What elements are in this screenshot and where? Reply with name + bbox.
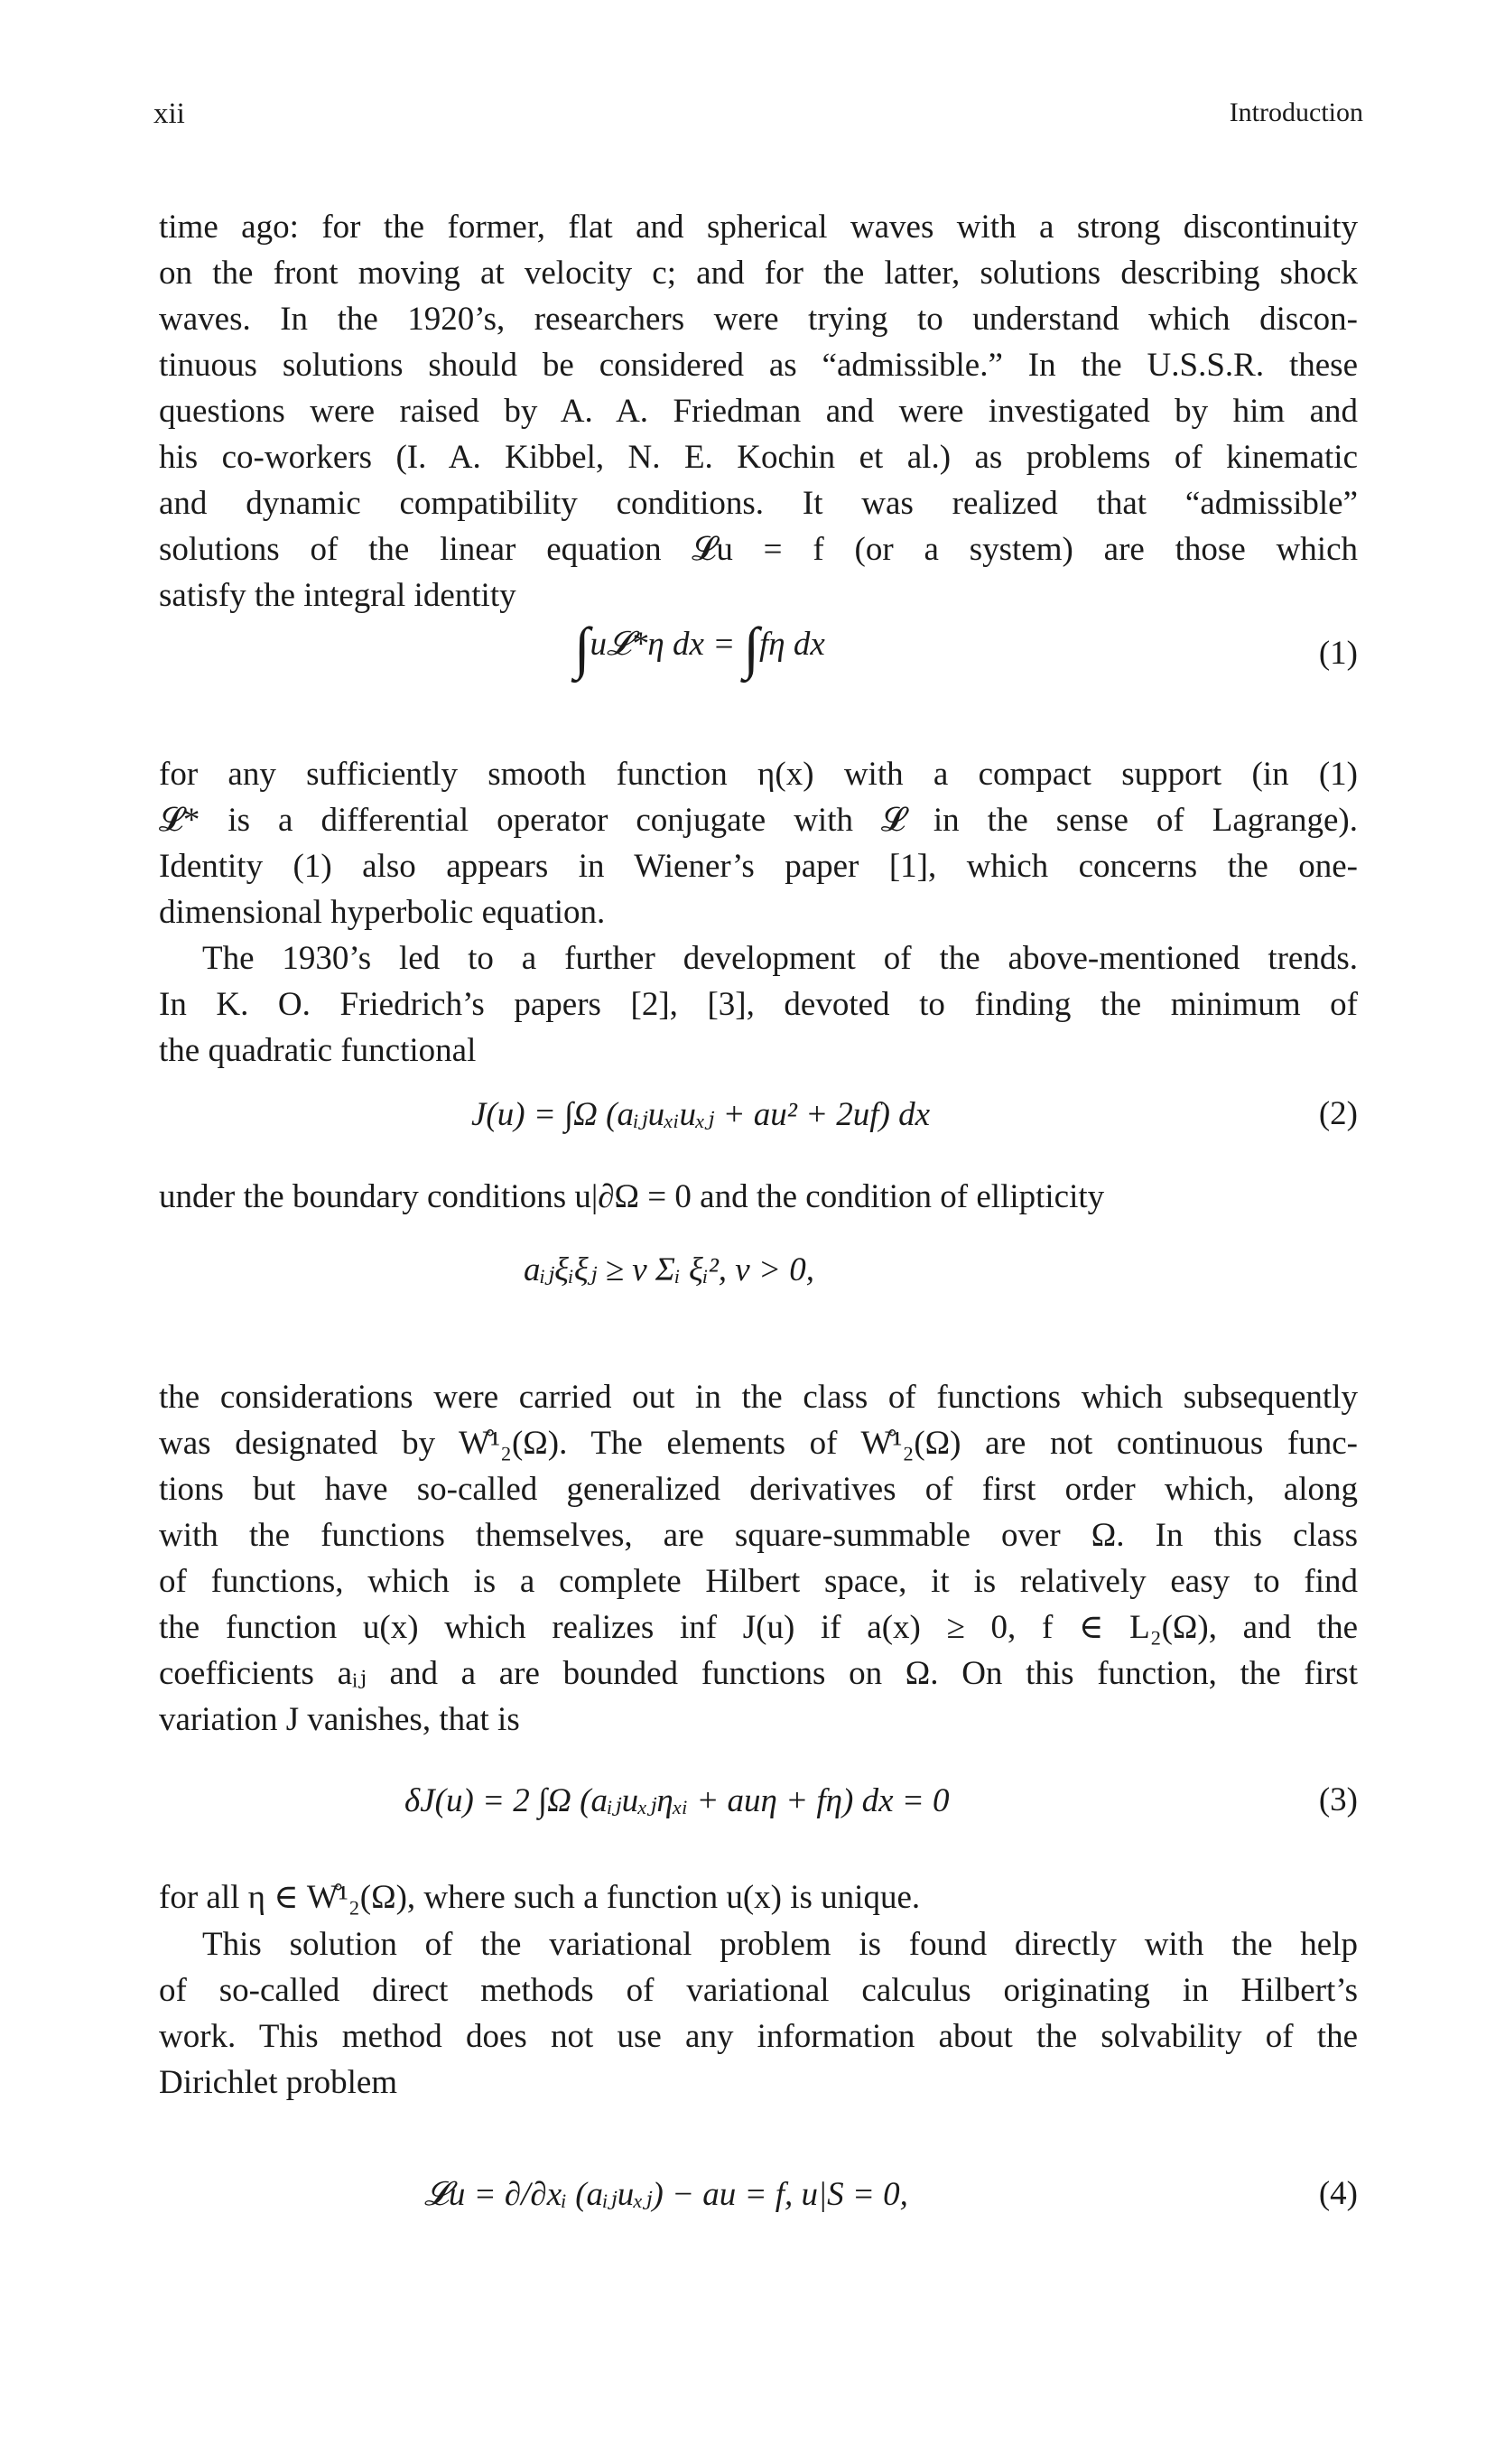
text-line: and dynamic compatibility conditions. It was realized that “admissible” [159, 485, 1358, 522]
equation-number-4: (4) [1318, 2175, 1358, 2212]
equation-number-2: (2) [1318, 1095, 1358, 1132]
eq3-expression: δJ(u) = 2 ∫Ω (aᵢⱼuₓⱼηₓᵢ + auη + fη) dx = 0 [404, 1782, 950, 1819]
text-line: the considerations were carried out in the class of functions which subsequently [159, 1379, 1358, 1416]
text-line: 𝓛* is a differential operator conjugate with 𝓛 in the sense of Lagrange). [159, 802, 1358, 839]
paragraph-3 [159, 935, 1358, 1074]
text-line: time ago: for the former, flat and spherical waves with a strong discontinuity [159, 209, 1358, 246]
text-line: Identity (1) also appears in Wiener’s paper [1], which concerns the one- [159, 848, 1358, 885]
paragraph-6 [159, 1874, 1358, 1920]
text-line: his co-workers (I. A. Kibbel, N. E. Kochin et al.) as problems of kinematic [159, 439, 1358, 476]
paragraph-4 [159, 1174, 1358, 1220]
running-title: Introduction [1229, 98, 1363, 127]
paragraph-2 [159, 751, 1358, 935]
text-line: tions but have so-called generalized derivatives of first order which, along [159, 1471, 1358, 1508]
text-line: work. This method does not use any information about the solvability of the [159, 2018, 1358, 2055]
text-line: for all η ∈ W̊¹₂(Ω), where such a function u(x) is unique. [159, 1879, 921, 1916]
text-line: solutions of the linear equation 𝓛u = f (or a system) are those which [159, 531, 1358, 568]
ellipticity-expression: aᵢⱼξᵢξⱼ ≥ ν Σᵢ ξᵢ², ν > 0, [524, 1251, 814, 1288]
text-line: on the front moving at velocity c; and for the latter, solutions describing shock [159, 255, 1358, 292]
text-line: Dirichlet problem [159, 2064, 398, 2101]
equation-2 [159, 1082, 1358, 1154]
equation-1: ∫u𝓛*η dx = ∫fη dx (1) [574, 616, 1358, 680]
text-line: the function u(x) which realizes inf J(u) if a(x) ≥ 0, f ∈ L₂(Ω), and the [159, 1609, 1358, 1646]
text-line: coefficients aᵢⱼ and a are bounded functions on Ω. On this function, the first [159, 1655, 1358, 1692]
text-line: of so-called direct methods of variational calculus originating in Hilbert’s [159, 1972, 1358, 2009]
text-line: In K. O. Friedrich’s papers [2], [3], devoted to finding the minimum of [159, 986, 1358, 1023]
paragraph-5 [159, 1374, 1358, 1743]
text-line: This solution of the variational problem is found directly with the help [202, 1926, 1358, 1963]
text-line: satisfy the integral identity [159, 577, 516, 614]
text-line: the quadratic functional [159, 1032, 477, 1069]
paragraph-7 [159, 1921, 1358, 2106]
text-line: waves. In the 1920’s, researchers were trying to understand which discon- [159, 301, 1358, 338]
eq1-rhs: fη dx [758, 626, 825, 663]
page-number: xii [153, 98, 185, 130]
eq2-expression: J(u) = ∫Ω (aᵢⱼuₓᵢuₓⱼ + au² + 2uf) dx [471, 1096, 931, 1133]
text-line: under the boundary conditions u|∂Ω = 0 and the condition of ellipticity [159, 1178, 1105, 1215]
text-line: The 1930’s led to a further development of the above-mentioned trends. [202, 940, 1358, 977]
eq1-lhs: u𝓛*η dx = [590, 626, 744, 663]
text-line: of functions, which is a complete Hilbert space, it is relatively easy to find [159, 1563, 1358, 1600]
ellipticity-condition [159, 1250, 1358, 1322]
text-line: was designated by W̊¹₂(Ω). The elements of W̊¹₂(Ω) are not continuous func- [159, 1425, 1358, 1462]
eq4-expression: 𝓛u = ∂/∂xᵢ (aᵢⱼuₓⱼ) − au = f, u|S = 0, [424, 2176, 908, 2213]
equation-number-1: (1) [1318, 635, 1358, 672]
text-line: with the functions themselves, are square-summable over Ω. In this class [159, 1517, 1358, 1554]
paragraph-1 [159, 204, 1358, 618]
text-line: tinuous solutions should be considered as “admissible.” In the U.S.S.R. these [159, 347, 1358, 384]
equation-4 [159, 2158, 1358, 2239]
text-line: dimensional hyperbolic equation. [159, 894, 606, 931]
text-line: for any sufficiently smooth function η(x) with a compact support (in (1) [159, 756, 1358, 793]
text-line: variation J vanishes, that is [159, 1701, 520, 1738]
equation-number-3: (3) [1318, 1781, 1358, 1818]
text-line: questions were raised by A. A. Friedman and were investigated by him and [159, 393, 1358, 430]
equation-3 [159, 1768, 1358, 1840]
